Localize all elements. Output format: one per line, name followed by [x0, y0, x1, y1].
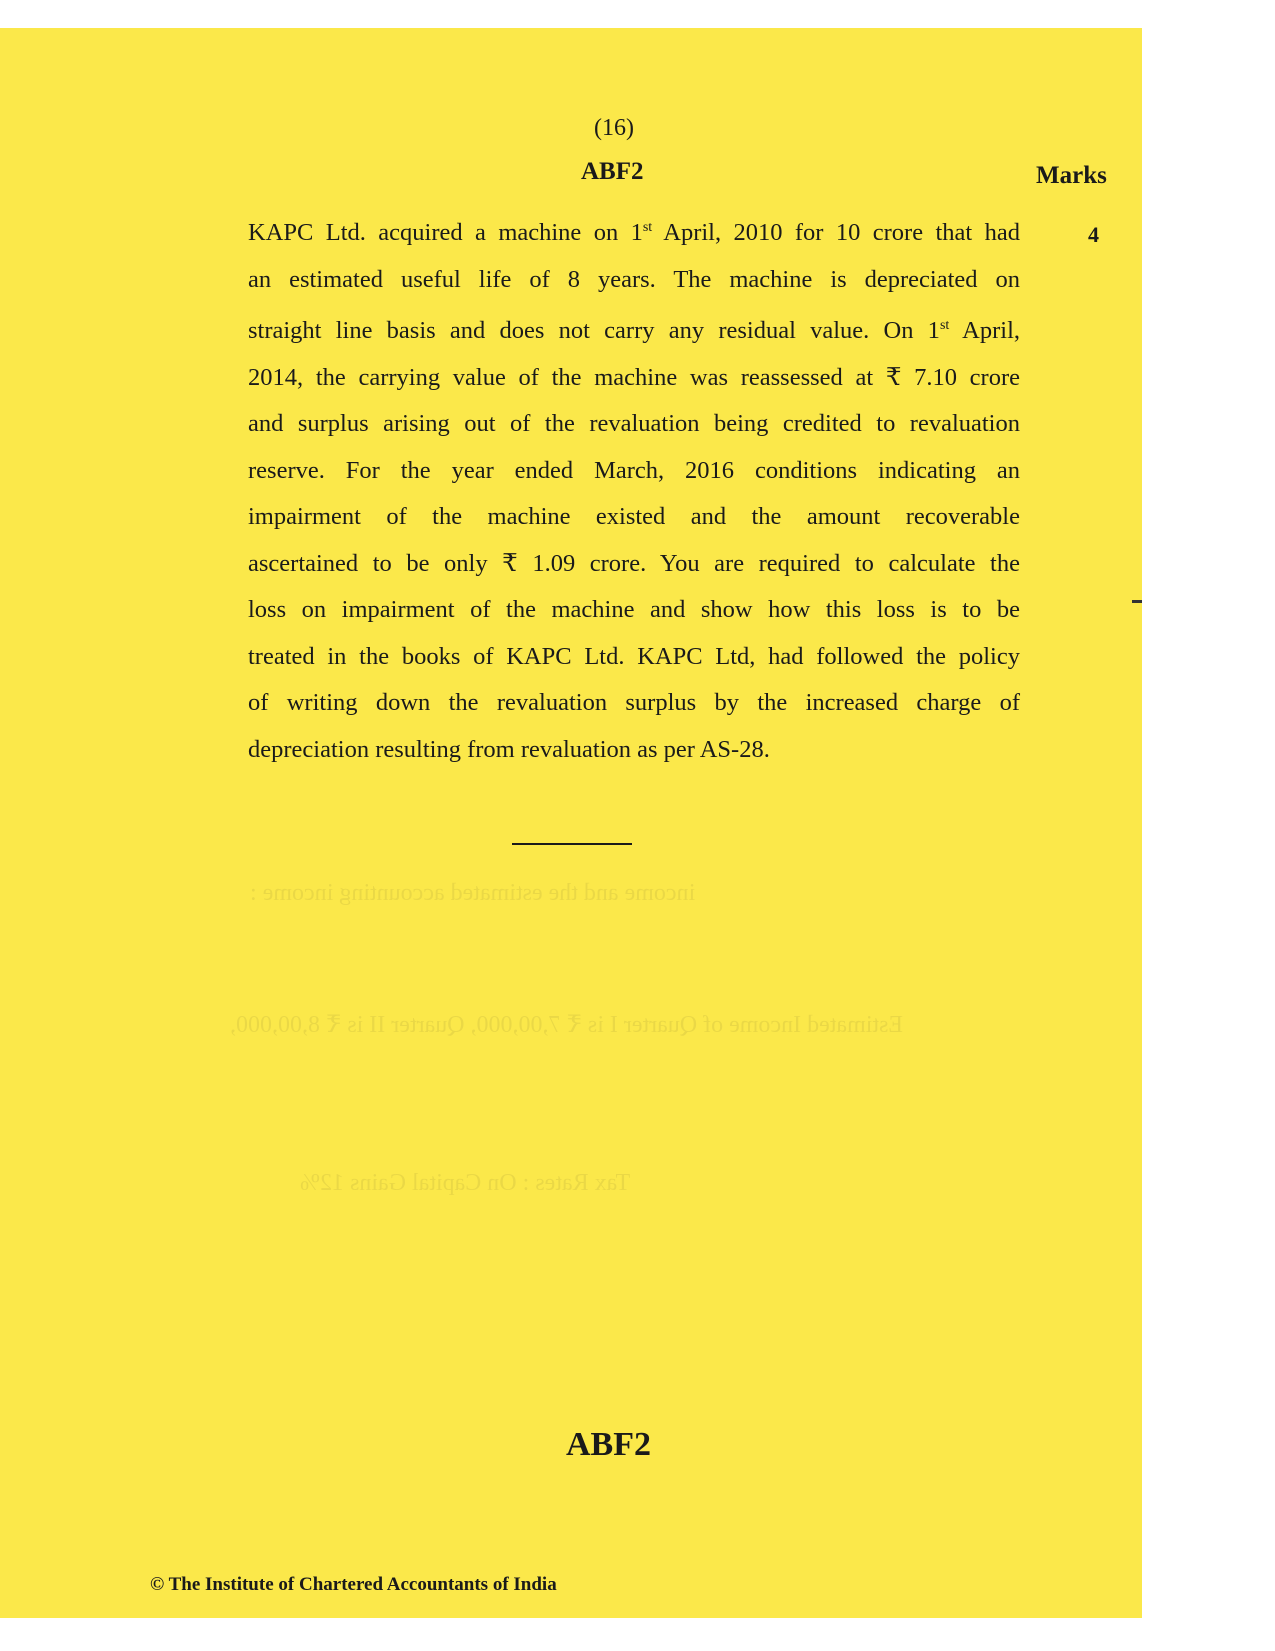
question-line: an estimated useful life of 8 years. The machine is depreciated on: [248, 265, 1020, 293]
question-line: treated in the books of KAPC Ltd. KAPC Ltd, had followed the policy: [248, 642, 1020, 670]
show-through-text: Tax Rates : On Capital Gains 12%: [300, 1170, 631, 1196]
question-line: reserve. For the year ended March, 2016 conditions indicating an: [248, 456, 1020, 484]
section-divider: [512, 843, 632, 845]
marks-column-label: Marks: [1036, 162, 1107, 189]
question-line: KAPC Ltd. acquired a machine on 1st April, 2010 for 10 crore that had: [248, 219, 1020, 247]
question-line: loss on impairment of the machine and show how this loss is to be: [248, 596, 1020, 624]
question-line: impairment of the machine existed and the amount recoverable: [248, 503, 1020, 531]
question-line: 2014, the carrying value of the machine was reassessed at ₹ 7.10 crore: [248, 363, 1020, 391]
copyright-notice: © The Institute of Chartered Accountants of India: [150, 1574, 557, 1595]
show-through-text: Estimated Income of Quarter I is ₹ 7,00,000, Quarter II is ₹ 8,00,000,: [230, 1012, 904, 1038]
question-line: ascertained to be only ₹ 1.09 crore. You are required to calculate the: [248, 549, 1020, 577]
question-line: depreciation resulting from revaluation as per AS-28.: [248, 735, 770, 763]
question-line: of writing down the revaluation surplus by the increased charge of: [248, 689, 1020, 717]
page-number: (16): [594, 115, 634, 141]
margin-mark: [1132, 600, 1142, 603]
show-through-text: income and the estimated accounting income :: [250, 880, 696, 906]
question-marks: 4: [1088, 222, 1099, 247]
question-line: and surplus arising out of the revaluation being credited to revaluation: [248, 410, 1020, 438]
question-text: [248, 205, 1020, 773]
paper-code-header: ABF2: [581, 158, 644, 185]
paper-code-footer: ABF2: [566, 1426, 651, 1463]
question-line: straight line basis and does not carry any residual value. On 1st April,: [248, 317, 1020, 345]
